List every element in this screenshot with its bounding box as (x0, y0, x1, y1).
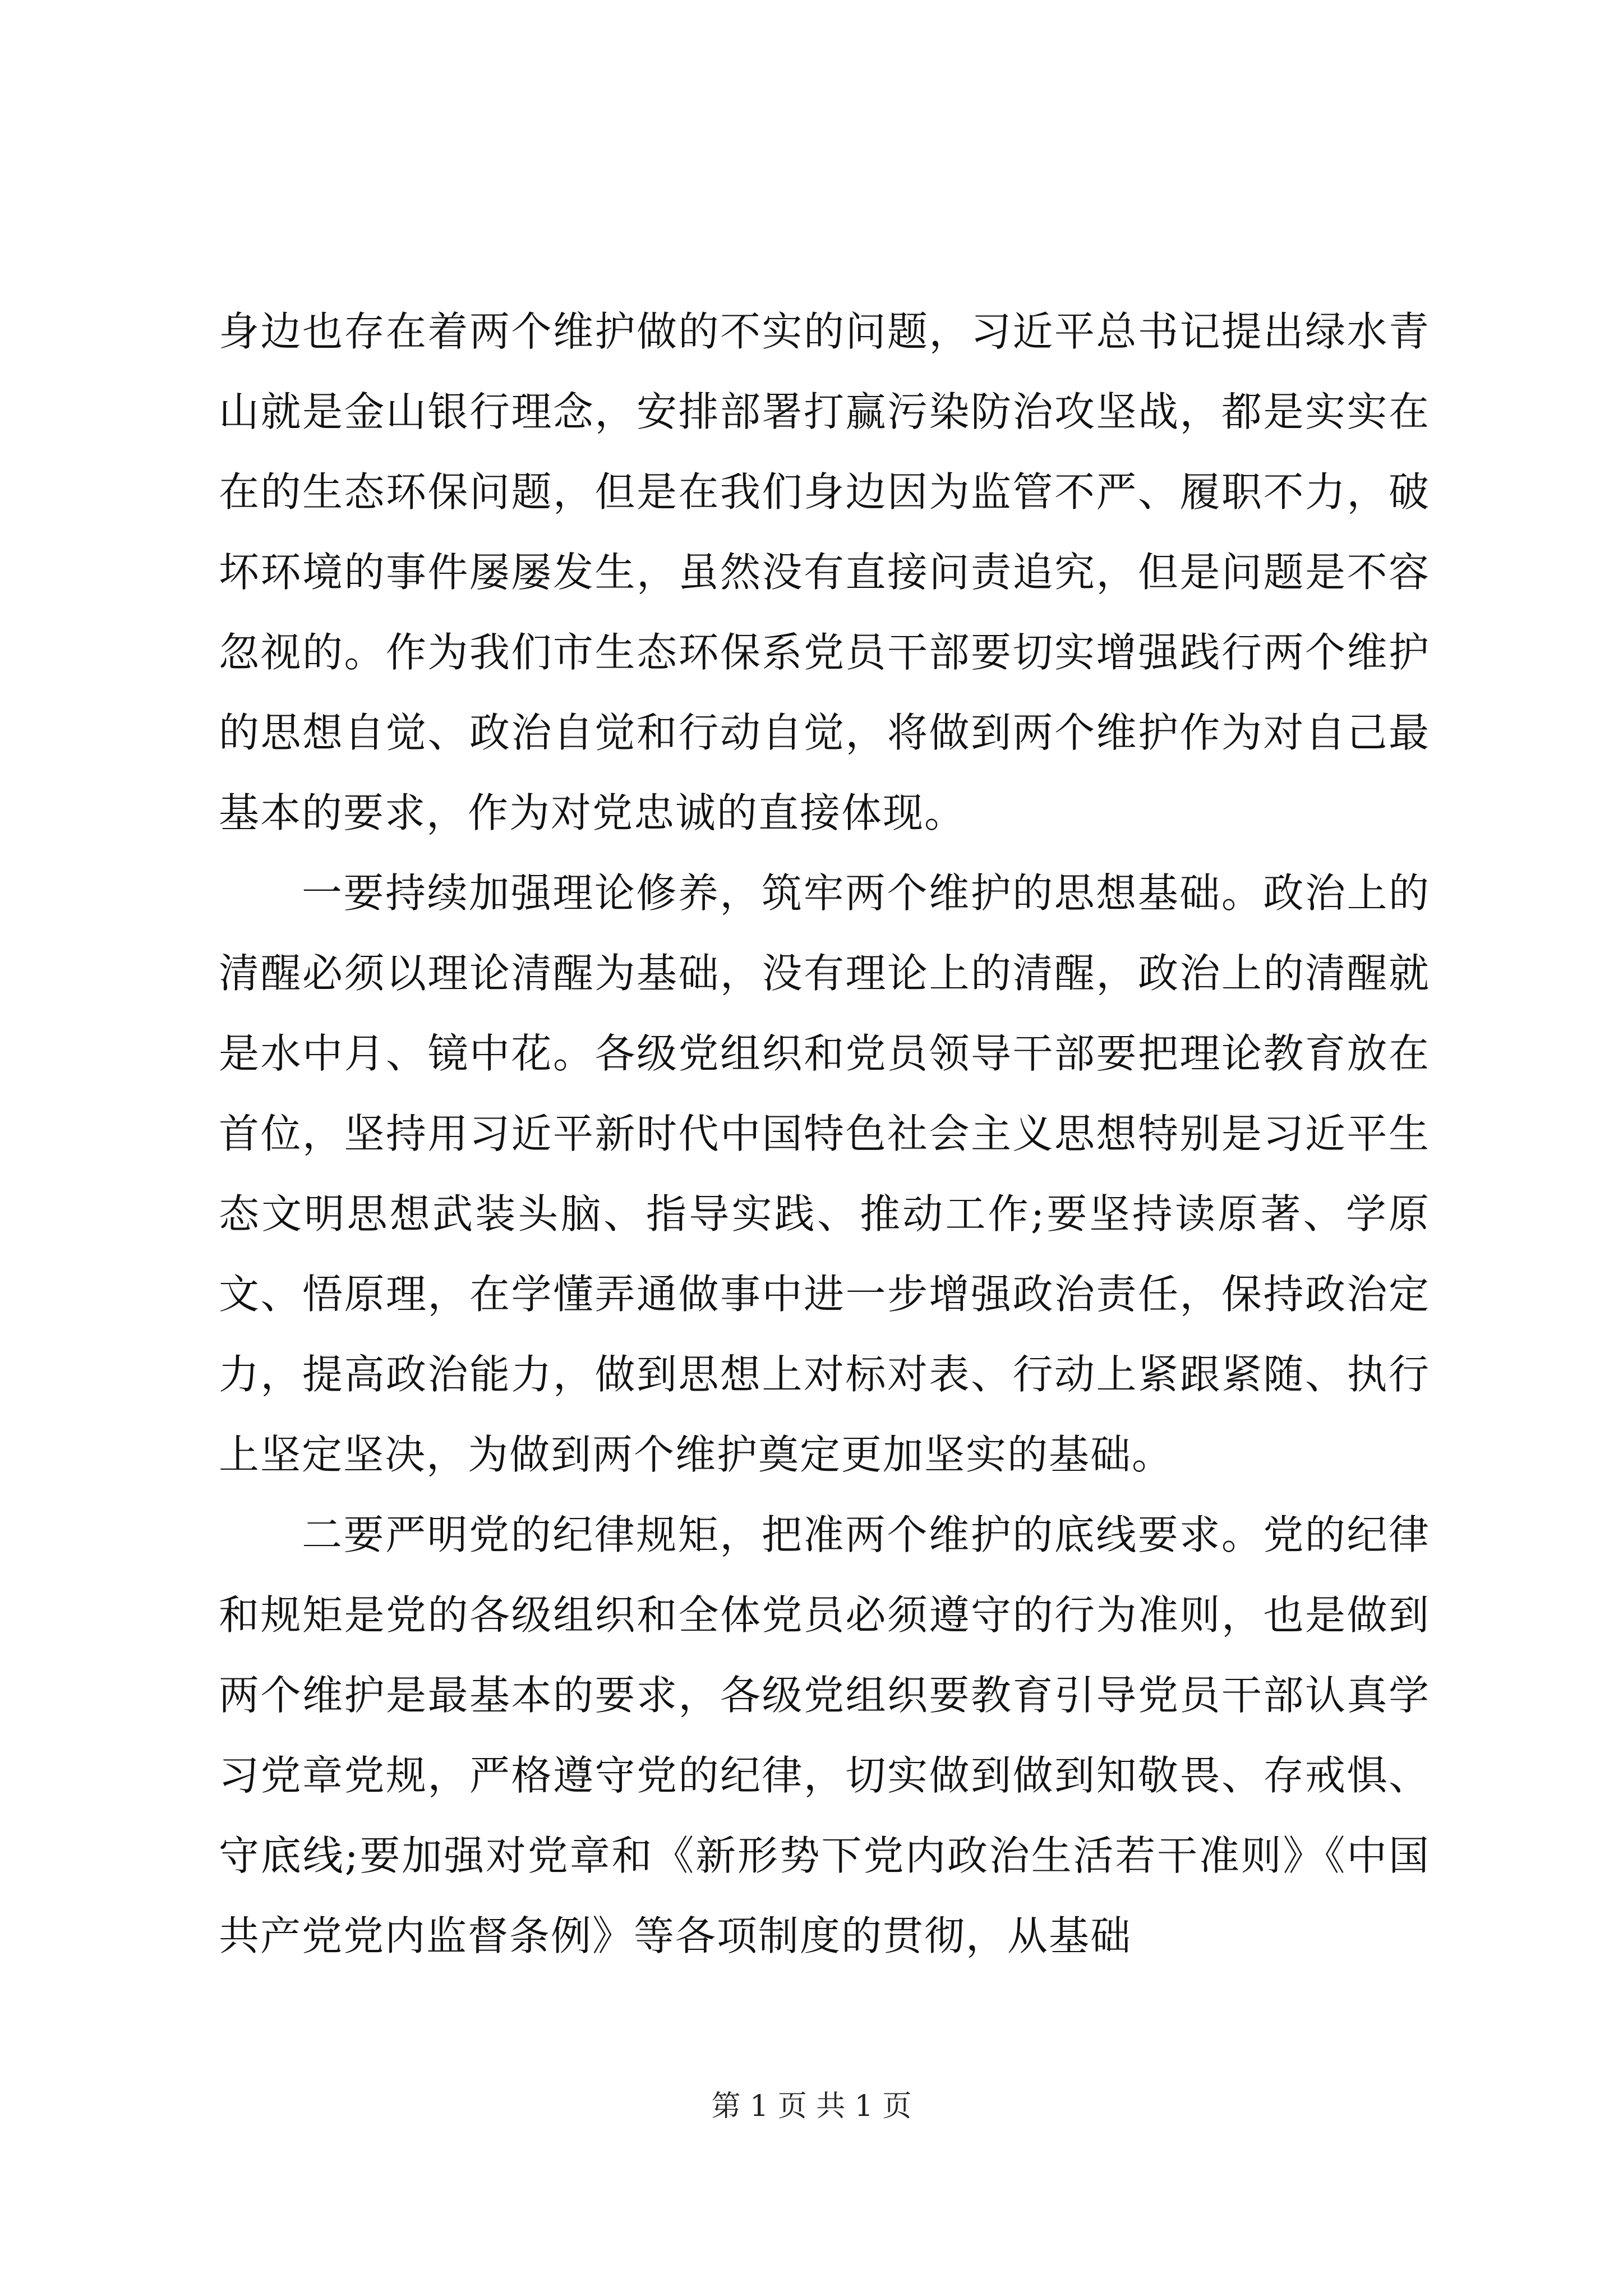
paragraph-1: 身边也存在着两个维护做的不实的问题，习近平总书记提出绿水青山就是金山银行理念，安排部署打赢污染防治攻坚战，都是实实在在的生态环保问题，但是在我们身边因为监管不严、履职不力，破坏环境的事件屡屡发生，虽然没有直接问责追究，但是问题是不容忽视的。作为我们市生态环保系党员干部要切实增强践行两个维护的思想自觉、政治自觉和行动自觉，将做到两个维护作为对自己最基本的要求，作为对党忠诚的直接体现。 (219, 308, 1430, 836)
paragraph-2: 一要持续加强理论修养，筑牢两个维护的思想基础。政治上的清醒必须以理论清醒为基础，没有理论上的清醒，政治上的清醒就是水中月、镜中花。各级党组织和党员领导干部要把理论教育放在首位，坚持用习近平新时代中国特色社会主义思想特别是习近平生态文明思想武装头脑、指导实践、推动工作;要坚持读原著、学原文、悟原理，在学懂弄通做事中进一步增强政治责任，保持政治定力，提高政治能力，做到思想上对标对表、行动上紧跟紧随、执行上坚定坚决，为做到两个维护奠定更加坚实的基础。 (219, 869, 1430, 1478)
paragraph-3: 二要严明党的纪律规矩，把准两个维护的底线要求。党的纪律和规矩是党的各级组织和全体党员必须遵守的行为准则，也是做到两个维护是最基本的要求，各级党组织要教育引导党员干部认真学习党章党规，严格遵守党的纪律，切实做到做到知敬畏、存戒惧、守底线;要加强对党章和《新形势下党内政治生活若干准则》《中国共产党党内监督条例》等各项制度的贯彻，从基础 (219, 1511, 1430, 1959)
page-footer: 第 1 页 共 1 页 (711, 2090, 912, 2123)
document-body (219, 292, 1430, 1976)
